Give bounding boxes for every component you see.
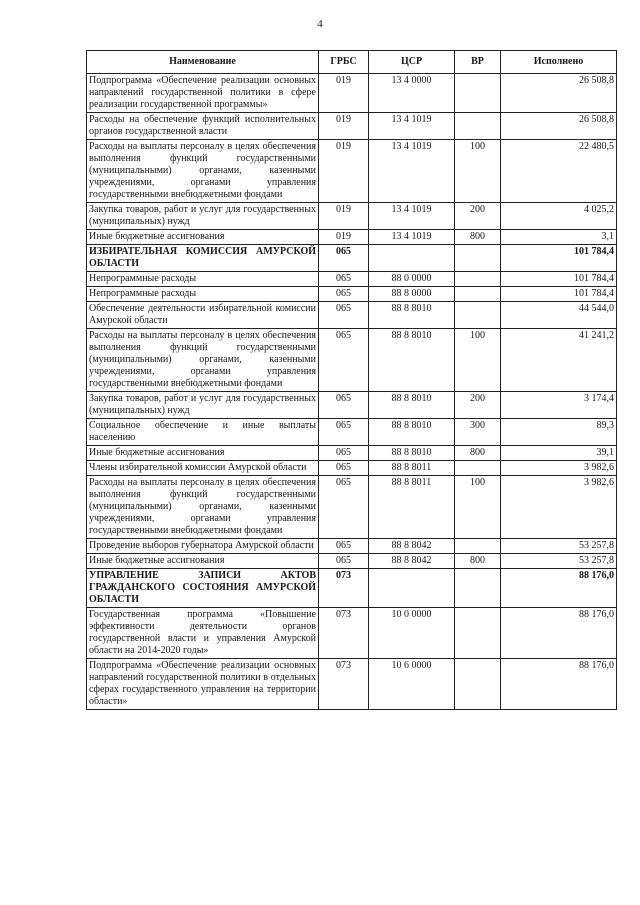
cell-csr: 13 4 1019 — [369, 230, 455, 245]
cell-csr: 10 0 0000 — [369, 608, 455, 659]
cell-name: Социальное обеспечение и иные выплаты населению — [87, 419, 319, 446]
table-row — [87, 245, 617, 272]
table-row — [87, 113, 617, 140]
cell-executed: 88 176,0 — [501, 608, 617, 659]
cell-grbs: 065 — [319, 245, 369, 272]
table-row — [87, 608, 617, 659]
cell-grbs: 065 — [319, 446, 369, 461]
cell-name: Расходы на выплаты персоналу в целях обеспечения выполнения функций государственными (муниципальными) органами, казенными учреждениями, органами управления государственными внебюджетными фондами — [87, 329, 319, 392]
cell-executed: 26 508,8 — [501, 113, 617, 140]
cell-executed: 101 784,4 — [501, 245, 617, 272]
cell-csr: 88 8 8042 — [369, 554, 455, 569]
cell-csr: 13 4 0000 — [369, 74, 455, 113]
table-row — [87, 659, 617, 710]
cell-executed: 26 508,8 — [501, 74, 617, 113]
cell-grbs: 065 — [319, 419, 369, 446]
table-row — [87, 554, 617, 569]
cell-csr: 88 8 8010 — [369, 392, 455, 419]
cell-name: Непрограммные расходы — [87, 287, 319, 302]
cell-grbs: 065 — [319, 302, 369, 329]
cell-executed: 3 982,6 — [501, 476, 617, 539]
table-row — [87, 539, 617, 554]
cell-csr: 88 8 0000 — [369, 287, 455, 302]
cell-csr: 88 8 8010 — [369, 329, 455, 392]
budget-table — [86, 50, 617, 710]
table-row — [87, 476, 617, 539]
table-row — [87, 140, 617, 203]
cell-executed: 3,1 — [501, 230, 617, 245]
cell-csr: 88 8 8010 — [369, 419, 455, 446]
table-row — [87, 392, 617, 419]
cell-vr: 100 — [455, 140, 501, 203]
page-number: 4 — [317, 18, 323, 30]
cell-csr: 88 8 8011 — [369, 476, 455, 539]
table-row — [87, 461, 617, 476]
cell-csr: 88 0 0000 — [369, 272, 455, 287]
cell-executed: 41 241,2 — [501, 329, 617, 392]
table-row — [87, 329, 617, 392]
cell-vr — [455, 113, 501, 140]
cell-csr: 10 6 0000 — [369, 659, 455, 710]
table-row — [87, 446, 617, 461]
cell-executed: 101 784,4 — [501, 287, 617, 302]
cell-grbs: 073 — [319, 608, 369, 659]
cell-name: Непрограммные расходы — [87, 272, 319, 287]
cell-vr — [455, 539, 501, 554]
cell-vr: 800 — [455, 554, 501, 569]
cell-executed: 44 544,0 — [501, 302, 617, 329]
cell-grbs: 065 — [319, 272, 369, 287]
cell-executed: 39,1 — [501, 446, 617, 461]
cell-vr: 800 — [455, 230, 501, 245]
cell-executed: 101 784,4 — [501, 272, 617, 287]
cell-executed: 88 176,0 — [501, 659, 617, 710]
cell-grbs: 073 — [319, 659, 369, 710]
cell-vr: 100 — [455, 476, 501, 539]
cell-csr: 88 8 8042 — [369, 539, 455, 554]
cell-grbs: 019 — [319, 74, 369, 113]
cell-grbs: 019 — [319, 140, 369, 203]
cell-vr: 300 — [455, 419, 501, 446]
cell-name: Подпрограмма «Обеспечение реализации основных направлений государственной политики в отдельных сферах государственного управления на территории области» — [87, 659, 319, 710]
cell-csr: 88 8 8010 — [369, 302, 455, 329]
header-vr: ВР — [455, 51, 501, 74]
cell-csr: 13 4 1019 — [369, 113, 455, 140]
table-body — [87, 74, 617, 710]
cell-grbs: 019 — [319, 203, 369, 230]
cell-csr: 88 8 8011 — [369, 461, 455, 476]
header-name: Наименование — [87, 51, 319, 74]
cell-executed: 88 176,0 — [501, 569, 617, 608]
table-row — [87, 272, 617, 287]
cell-name: ИЗБИРАТЕЛЬНАЯ КОМИССИЯ АМУРСКОЙ ОБЛАСТИ — [87, 245, 319, 272]
table-row — [87, 203, 617, 230]
cell-name: Обеспечение деятельности избирательной комиссии Амурской области — [87, 302, 319, 329]
cell-executed: 53 257,8 — [501, 539, 617, 554]
cell-executed: 4 025,2 — [501, 203, 617, 230]
table-row — [87, 230, 617, 245]
cell-executed: 3 982,6 — [501, 461, 617, 476]
cell-grbs: 065 — [319, 461, 369, 476]
cell-grbs: 065 — [319, 287, 369, 302]
cell-grbs: 065 — [319, 539, 369, 554]
cell-grbs: 019 — [319, 113, 369, 140]
header-executed: Исполнено — [501, 51, 617, 74]
cell-executed: 22 480,5 — [501, 140, 617, 203]
cell-vr: 200 — [455, 392, 501, 419]
table-row — [87, 287, 617, 302]
cell-name: Иные бюджетные ассигнования — [87, 446, 319, 461]
cell-name: УПРАВЛЕНИЕ ЗАПИСИ АКТОВ ГРАЖДАНСКОГО СОСТОЯНИЯ АМУРСКОЙ ОБЛАСТИ — [87, 569, 319, 608]
cell-name: Проведение выборов губернатора Амурской области — [87, 539, 319, 554]
table-row — [87, 302, 617, 329]
table-row — [87, 419, 617, 446]
cell-name: Расходы на выплаты персоналу в целях обеспечения выполнения функций государственными (муниципальными) органами, казенными учреждениями, органами управления государственными внебюджетными фондами — [87, 140, 319, 203]
cell-csr: 13 4 1019 — [369, 140, 455, 203]
cell-name: Расходы на обеспечение функций исполнительных органов государственной власти — [87, 113, 319, 140]
cell-vr: 200 — [455, 203, 501, 230]
table-row — [87, 569, 617, 608]
cell-csr — [369, 245, 455, 272]
table-row — [87, 74, 617, 113]
cell-vr — [455, 245, 501, 272]
header-csr: ЦСР — [369, 51, 455, 74]
cell-name: Закупка товаров, работ и услуг для государственных (муниципальных) нужд — [87, 203, 319, 230]
cell-executed: 53 257,8 — [501, 554, 617, 569]
cell-vr — [455, 608, 501, 659]
cell-vr: 800 — [455, 446, 501, 461]
cell-name: Члены избирательной комиссии Амурской области — [87, 461, 319, 476]
cell-csr: 13 4 1019 — [369, 203, 455, 230]
table-header-row — [87, 51, 617, 74]
cell-vr — [455, 287, 501, 302]
cell-vr: 100 — [455, 329, 501, 392]
cell-name: Иные бюджетные ассигнования — [87, 230, 319, 245]
cell-vr — [455, 461, 501, 476]
cell-name: Закупка товаров, работ и услуг для государственных (муниципальных) нужд — [87, 392, 319, 419]
cell-vr — [455, 74, 501, 113]
cell-name: Государственная программа «Повышение эффективности деятельности органов государственной власти и управления Амурской области на 2014-2020 годы» — [87, 608, 319, 659]
cell-csr — [369, 569, 455, 608]
cell-vr — [455, 569, 501, 608]
cell-grbs: 019 — [319, 230, 369, 245]
cell-grbs: 065 — [319, 554, 369, 569]
cell-name: Расходы на выплаты персоналу в целях обеспечения выполнения функций государственными (муниципальными) органами, казенными учреждениями, органами управления государственными внебюджетными фондами — [87, 476, 319, 539]
cell-executed: 89,3 — [501, 419, 617, 446]
cell-executed: 3 174,4 — [501, 392, 617, 419]
cell-grbs: 065 — [319, 476, 369, 539]
cell-csr: 88 8 8010 — [369, 446, 455, 461]
cell-grbs: 073 — [319, 569, 369, 608]
cell-vr — [455, 302, 501, 329]
cell-grbs: 065 — [319, 329, 369, 392]
header-grbs: ГРБС — [319, 51, 369, 74]
cell-vr — [455, 272, 501, 287]
cell-name: Иные бюджетные ассигнования — [87, 554, 319, 569]
cell-name: Подпрограмма «Обеспечение реализации основных направлений государственной политики в сфере реализации государственной программы» — [87, 74, 319, 113]
cell-grbs: 065 — [319, 392, 369, 419]
cell-vr — [455, 659, 501, 710]
